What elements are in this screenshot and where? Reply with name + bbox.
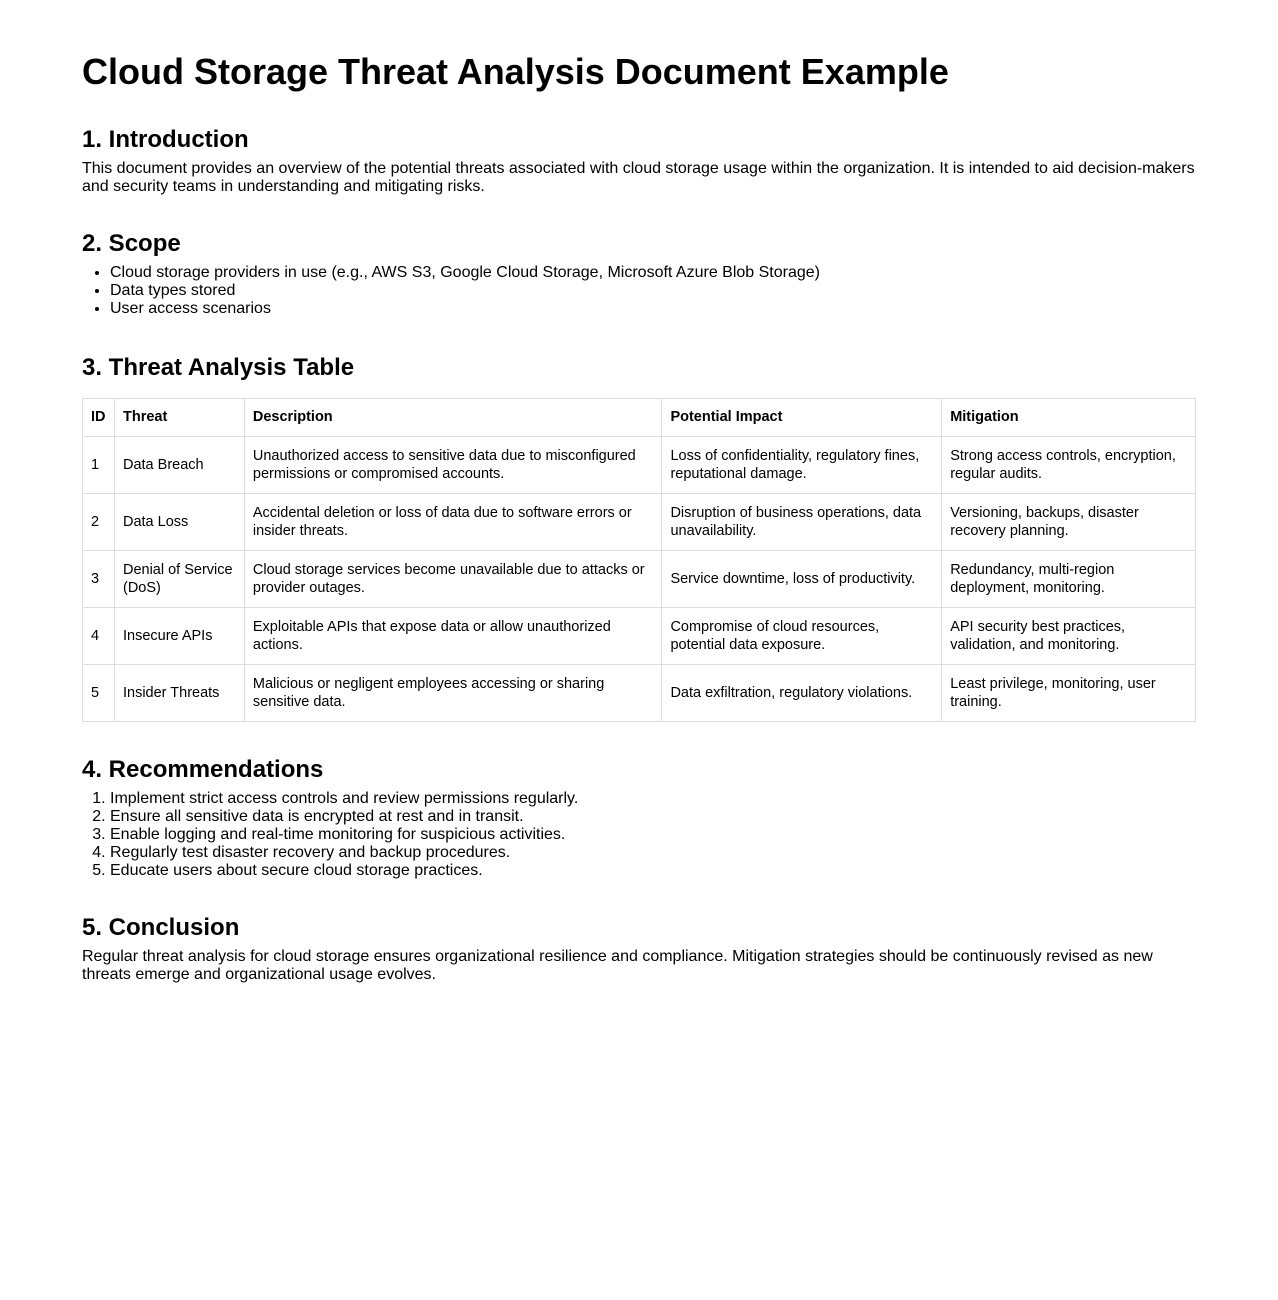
cell-mitigation: Redundancy, multi-region deployment, monitoring. xyxy=(942,551,1196,608)
table-row xyxy=(83,437,1196,494)
cell-threat: Denial of Service (DoS) xyxy=(114,551,244,608)
column-header-description: Description xyxy=(244,399,662,437)
table-row xyxy=(83,551,1196,608)
cell-threat: Data Loss xyxy=(114,494,244,551)
cell-mitigation: Strong access controls, encryption, regular audits. xyxy=(942,437,1196,494)
recommendation-item: 3. Enable logging and real-time monitoring for suspicious activities. xyxy=(110,826,1196,844)
column-header-threat: Threat xyxy=(114,399,244,437)
recommendation-item: 1. Implement strict access controls and review permissions regularly. xyxy=(110,790,1196,808)
cell-id: 5 xyxy=(83,665,115,722)
cell-mitigation: Versioning, backups, disaster recovery planning. xyxy=(942,494,1196,551)
table-row xyxy=(83,665,1196,722)
scope-item: • User access scenarios xyxy=(110,300,1196,318)
cell-id: 2 xyxy=(83,494,115,551)
cell-description: Accidental deletion or loss of data due to software errors or insider threats. xyxy=(244,494,662,551)
table-header-row xyxy=(83,399,1196,437)
introduction-section xyxy=(82,126,1196,196)
introduction-text: This document provides an overview of the potential threats associated with cloud storage usage within the organization. It is intended to aid decision-makers and security teams in understanding and mitigating risks. xyxy=(82,160,1195,195)
scope-item: • Cloud storage providers in use (e.g., AWS S3, Google Cloud Storage, Microsoft Azure Blob Storage) xyxy=(110,264,1196,282)
recommendation-item: 2. Ensure all sensitive data is encrypted at rest and in transit. xyxy=(110,808,1196,826)
recommendations-section xyxy=(82,756,1196,880)
cell-impact: Disruption of business operations, data unavailability. xyxy=(662,494,942,551)
cell-threat: Insecure APIs xyxy=(114,608,244,665)
cell-impact: Loss of confidentiality, regulatory fines, reputational damage. xyxy=(662,437,942,494)
threat-analysis-table xyxy=(82,398,1196,722)
document-title: Cloud Storage Threat Analysis Document Example xyxy=(82,51,949,92)
cell-id: 3 xyxy=(83,551,115,608)
recommendation-item: 4. Regularly test disaster recovery and backup procedures. xyxy=(110,844,1196,862)
column-header-id: ID xyxy=(83,399,115,437)
cell-description: Exploitable APIs that expose data or allow unauthorized actions. xyxy=(244,608,662,665)
cell-threat: Insider Threats xyxy=(114,665,244,722)
conclusion-section xyxy=(82,914,1196,984)
recommendation-item: 5. Educate users about secure cloud storage practices. xyxy=(110,862,1196,880)
recommendations-heading: 4. Recommendations xyxy=(82,756,324,783)
cell-impact: Data exfiltration, regulatory violations. xyxy=(662,665,942,722)
cell-id: 4 xyxy=(83,608,115,665)
cell-impact: Service downtime, loss of productivity. xyxy=(662,551,942,608)
conclusion-text: Regular threat analysis for cloud storage ensures organizational resilience and compliance. Mitigation strategies should be continuously revised as new threats emerge and organizational usage evolves. xyxy=(82,948,1153,983)
table-row xyxy=(83,608,1196,665)
cell-description: Malicious or negligent employees accessing or sharing sensitive data. xyxy=(244,665,662,722)
threat-table-section xyxy=(82,354,1196,722)
cell-id: 1 xyxy=(83,437,115,494)
scope-item: • Data types stored xyxy=(110,282,1196,300)
cell-mitigation: API security best practices, validation, and monitoring. xyxy=(942,608,1196,665)
table-row xyxy=(83,494,1196,551)
column-header-mitigation: Mitigation xyxy=(942,399,1196,437)
recommendations-list xyxy=(82,790,1196,880)
cell-impact: Compromise of cloud resources, potential data exposure. xyxy=(662,608,942,665)
introduction-heading: 1. Introduction xyxy=(82,126,249,153)
scope-section xyxy=(82,230,1196,318)
cell-description: Unauthorized access to sensitive data due to misconfigured permissions or compromised accounts. xyxy=(244,437,662,494)
conclusion-heading: 5. Conclusion xyxy=(82,914,240,941)
scope-heading: 2. Scope xyxy=(82,230,181,257)
threat-table-heading: 3. Threat Analysis Table xyxy=(82,354,355,381)
scope-list xyxy=(82,264,1196,318)
cell-threat: Data Breach xyxy=(114,437,244,494)
cell-mitigation: Least privilege, monitoring, user training. xyxy=(942,665,1196,722)
cell-description: Cloud storage services become unavailable due to attacks or provider outages. xyxy=(244,551,662,608)
column-header-impact: Potential Impact xyxy=(662,399,942,437)
